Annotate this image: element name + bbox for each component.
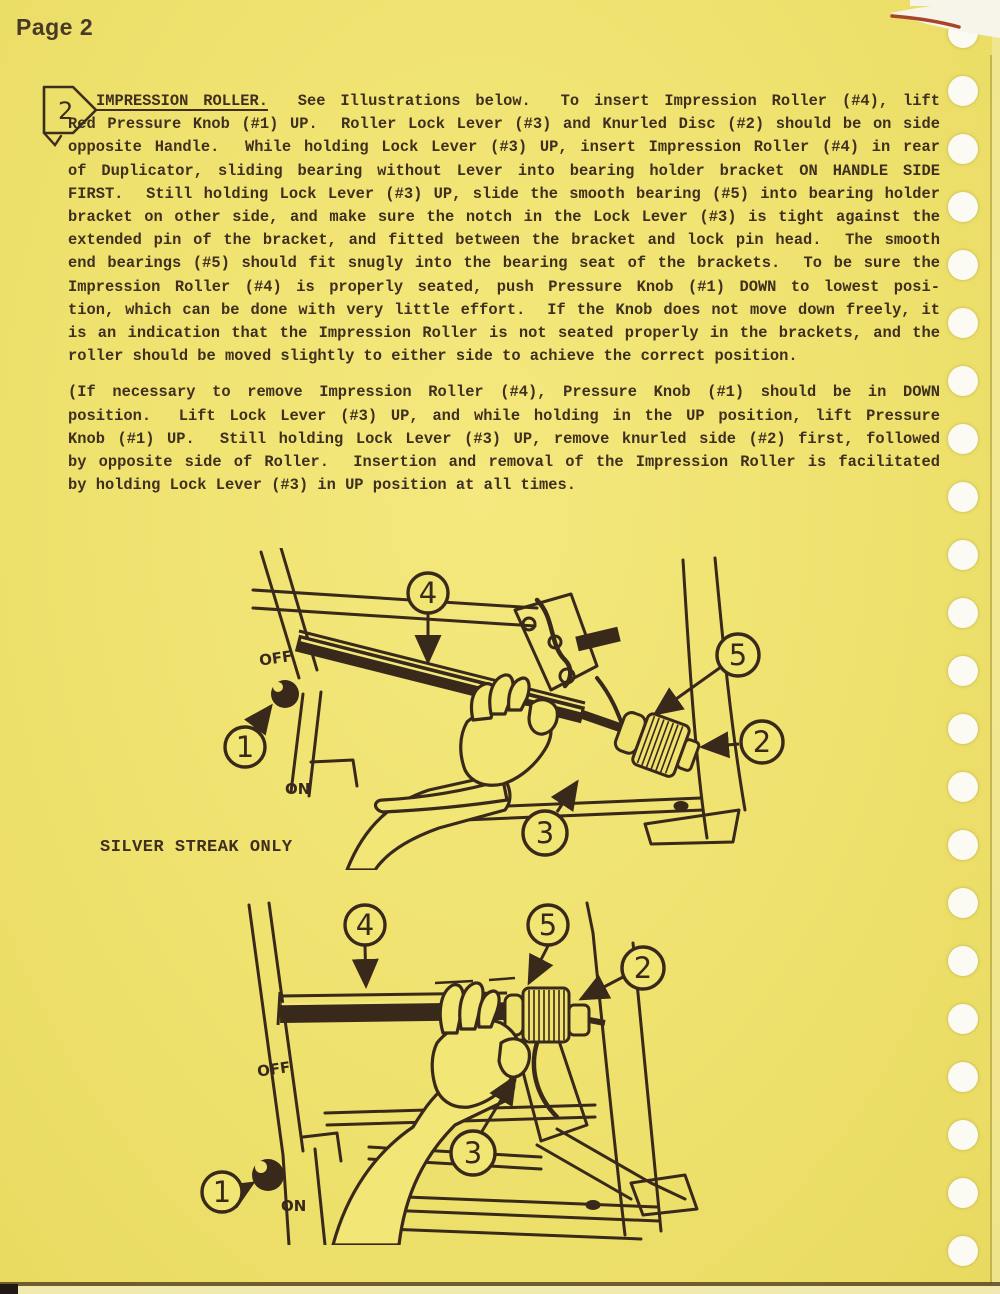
- bottom-edge-mark: [0, 1284, 18, 1294]
- svg-text:4: 4: [355, 908, 375, 942]
- svg-text:5: 5: [538, 908, 558, 942]
- punch-hole: [948, 192, 978, 222]
- bottom-edge-wash: [0, 1286, 1000, 1294]
- section-heading: IMPRESSION ROLLER.: [96, 92, 268, 110]
- svg-text:1: 1: [212, 1175, 232, 1209]
- punch-hole: [948, 134, 978, 164]
- text-line: by holding Lock Lever (#3) in UP position at all times.: [68, 476, 576, 495]
- illustration-bottom: [185, 893, 800, 1245]
- text-line: position. Lift Lock Lever (#3) UP, and while holding in the UP position, lift Pressure: [68, 406, 940, 425]
- svg-text:5: 5: [728, 638, 748, 672]
- text-line: by opposite side of Roller. Insertion and removal of the Impression Roller is facilitated: [68, 453, 940, 472]
- knurled-disc-assembly: [610, 705, 704, 783]
- text-line: bracket on other side, and make sure the notch in the Lock Lever (#3) is tight against the: [68, 208, 940, 227]
- callout-1: [202, 1172, 242, 1212]
- callout-5: [528, 905, 568, 945]
- punch-hole: [948, 424, 978, 454]
- page-right-edge: [992, 0, 1000, 1294]
- text-line: (If necessary to remove Impression Roller (#4), Pressure Knob (#1) should be in DOWN: [68, 383, 940, 402]
- punch-hole: [948, 656, 978, 686]
- knob-highlight: [255, 1161, 267, 1173]
- on-label: ON: [285, 780, 311, 798]
- knurled-disc-assembly: [505, 988, 605, 1042]
- text-line: tion, which can be done with very little effort. If the Knob does not move down freely, it: [68, 300, 940, 319]
- heading-line: [68, 90, 940, 113]
- punch-hole: [948, 1004, 978, 1034]
- svg-text:2: 2: [633, 951, 653, 985]
- text-line: end bearings (#5) should fit snugly into the bearing seat of the brackets. To be sure the: [68, 254, 940, 273]
- callout-3: [451, 1131, 495, 1175]
- punch-hole: [948, 946, 978, 976]
- text-line: of Duplicator, sliding bearing without Lever into bearing holder bracket ON HANDLE SIDE: [68, 161, 940, 180]
- bottom-edge-line: [0, 1282, 1000, 1286]
- heading-tail: See Illustrations below. To insert Impression Roller (#4), lift: [267, 92, 940, 110]
- punch-hole: [948, 1236, 978, 1266]
- svg-text:3: 3: [535, 816, 555, 850]
- callout-5: [717, 634, 759, 676]
- text-line: Impression Roller (#4) is properly seated, push Pressure Knob (#1) DOWN to lowest posi-: [68, 277, 940, 296]
- punch-hole: [948, 308, 978, 338]
- punch-hole: [948, 888, 978, 918]
- text-line: Knob (#1) UP. Still holding Lock Lever (#3) UP, remove knurled side (#2) first, followed: [68, 429, 940, 448]
- punch-hole: [948, 540, 978, 570]
- punch-hole: [948, 76, 978, 106]
- text-line: opposite Handle. While holding Lock Lever (#3) UP, insert Impression Roller (#4) in rear: [68, 138, 940, 157]
- callout-3: [523, 811, 567, 855]
- body-text: [68, 90, 940, 497]
- paragraph-remove-instructions: [68, 381, 940, 497]
- svg-text:4: 4: [418, 576, 438, 610]
- text-line: Red Pressure Knob (#1) UP. Roller Lock Lever (#3) and Knurled Disc (#2) should be on side: [68, 115, 940, 134]
- callout-4: [345, 905, 385, 945]
- punch-hole: [948, 714, 978, 744]
- on-label: ON: [281, 1197, 307, 1215]
- section-marker-number: 2: [58, 97, 74, 125]
- punch-hole: [948, 482, 978, 512]
- punch-hole: [948, 366, 978, 396]
- punch-hole: [948, 250, 978, 280]
- punch-hole: [948, 772, 978, 802]
- section-marker-arrow: [40, 82, 102, 152]
- callout-2: [622, 947, 664, 989]
- callout-1: [225, 727, 265, 767]
- text-line: roller should be moved slightly to either side to achieve the correct position.: [68, 347, 798, 366]
- svg-text:3: 3: [463, 1136, 483, 1170]
- punch-hole: [948, 1178, 978, 1208]
- callout-2: [741, 721, 783, 763]
- off-label: OFF: [256, 1058, 292, 1081]
- punch-hole: [948, 1062, 978, 1092]
- text-line: FIRST. Still holding Lock Lever (#3) UP, slide the smooth bearing (#5) into bearing holder: [68, 184, 940, 203]
- hand: [333, 983, 529, 1245]
- punch-hole: [948, 598, 978, 628]
- knob-highlight: [273, 682, 283, 692]
- silver-streak-caption: SILVER STREAK ONLY: [100, 838, 293, 857]
- illustration-top-silver-streak: [215, 548, 810, 870]
- page-edge-shadow: [990, 55, 992, 1283]
- punch-hole: [948, 1120, 978, 1150]
- svg-text:1: 1: [235, 730, 255, 764]
- page-number-label: Page 2: [16, 14, 94, 40]
- svg-text:2: 2: [752, 725, 772, 759]
- torn-corner: [855, 0, 1000, 75]
- paragraph-insert-instructions: [68, 113, 940, 368]
- punch-hole: [948, 830, 978, 860]
- off-label: OFF: [258, 647, 294, 670]
- text-line: extended pin of the bracket, and fitted between the bracket and lock pin head. The smooth: [68, 231, 940, 250]
- callout-4: [408, 573, 448, 613]
- text-line: is an indication that the Impression Roller is not seated properly in the brackets, and the: [68, 324, 940, 343]
